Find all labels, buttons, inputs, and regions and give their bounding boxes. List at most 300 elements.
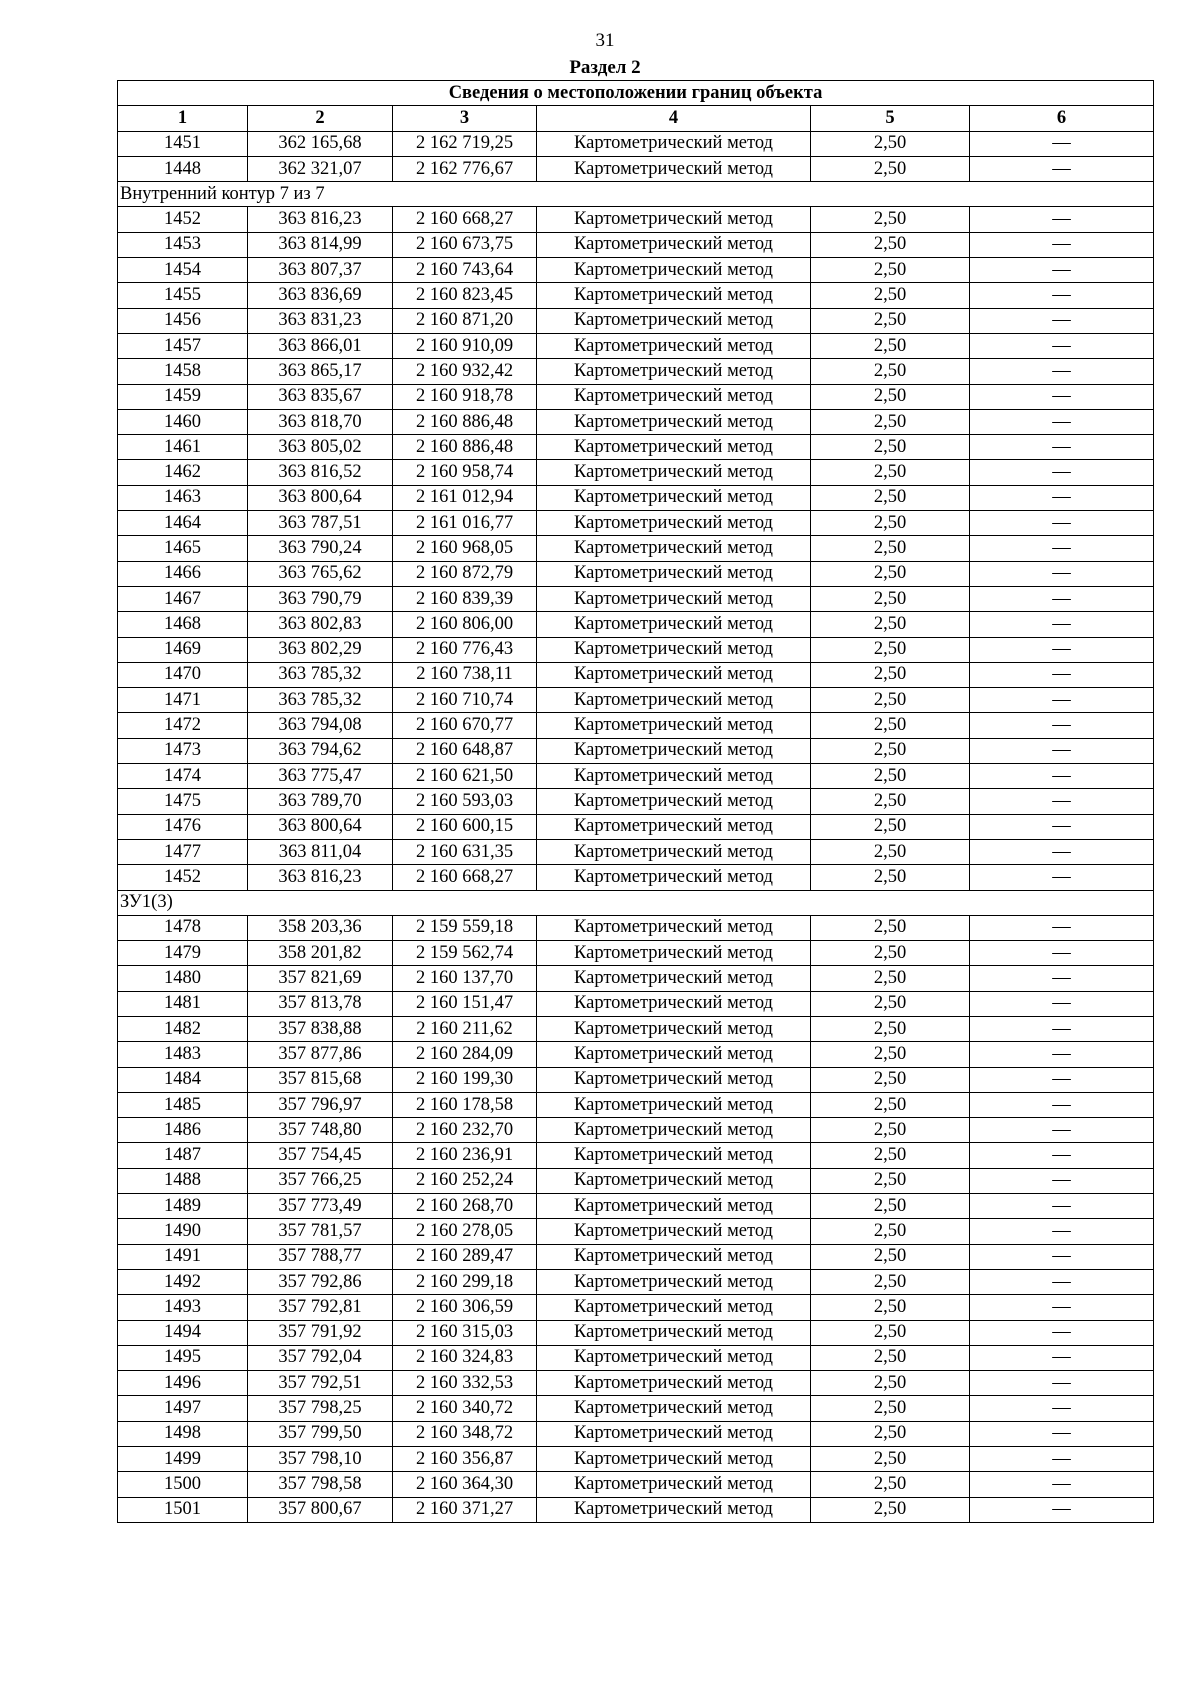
y-coordinate-cell: 2 160 738,11 (393, 662, 537, 687)
method-cell: Картометрический метод (537, 1168, 811, 1193)
y-coordinate-cell: 2 160 268,70 (393, 1194, 537, 1219)
x-coordinate-cell: 363 816,52 (248, 460, 393, 485)
table-row (118, 586, 1154, 611)
point-number-cell: 1466 (118, 561, 248, 586)
column-header: 5 (811, 106, 970, 131)
method-cell: Картометрический метод (537, 1219, 811, 1244)
table-row (118, 688, 1154, 713)
table-row (118, 1143, 1154, 1168)
y-coordinate-cell: 2 160 710,74 (393, 688, 537, 713)
y-coordinate-cell: 2 160 278,05 (393, 1219, 537, 1244)
note-cell: — (970, 460, 1154, 485)
point-number-cell: 1496 (118, 1371, 248, 1396)
table-row (118, 637, 1154, 662)
point-number-cell: 1478 (118, 915, 248, 940)
accuracy-cell: 2,50 (811, 131, 970, 156)
x-coordinate-cell: 357 800,67 (248, 1497, 393, 1522)
note-cell: — (970, 738, 1154, 763)
y-coordinate-cell: 2 160 621,50 (393, 764, 537, 789)
accuracy-cell: 2,50 (811, 586, 970, 611)
y-coordinate-cell: 2 160 252,24 (393, 1168, 537, 1193)
note-cell: — (970, 1244, 1154, 1269)
point-number-cell: 1464 (118, 511, 248, 536)
point-number-cell: 1479 (118, 941, 248, 966)
accuracy-cell: 2,50 (811, 1016, 970, 1041)
method-cell: Картометрический метод (537, 991, 811, 1016)
point-number-cell: 1474 (118, 764, 248, 789)
table-row (118, 662, 1154, 687)
point-number-cell: 1457 (118, 333, 248, 358)
note-cell: — (970, 384, 1154, 409)
x-coordinate-cell: 363 787,51 (248, 511, 393, 536)
accuracy-cell: 2,50 (811, 1269, 970, 1294)
method-cell: Картометрический метод (537, 511, 811, 536)
y-coordinate-cell: 2 160 236,91 (393, 1143, 537, 1168)
note-cell: — (970, 839, 1154, 864)
accuracy-cell: 2,50 (811, 511, 970, 536)
note-cell: — (970, 688, 1154, 713)
table-row (118, 1320, 1154, 1345)
note-cell: — (970, 561, 1154, 586)
y-coordinate-cell: 2 160 211,62 (393, 1016, 537, 1041)
x-coordinate-cell: 357 838,88 (248, 1016, 393, 1041)
column-header: 1 (118, 106, 248, 131)
table-caption-row (118, 81, 1154, 106)
accuracy-cell: 2,50 (811, 156, 970, 181)
table-row (118, 359, 1154, 384)
accuracy-cell: 2,50 (811, 1194, 970, 1219)
method-cell: Картометрический метод (537, 1092, 811, 1117)
note-cell: — (970, 1194, 1154, 1219)
method-cell: Картометрический метод (537, 637, 811, 662)
note-cell: — (970, 991, 1154, 1016)
point-number-cell: 1458 (118, 359, 248, 384)
method-cell: Картометрический метод (537, 1269, 811, 1294)
point-number-cell: 1498 (118, 1421, 248, 1446)
point-number-cell: 1472 (118, 713, 248, 738)
note-cell: — (970, 966, 1154, 991)
y-coordinate-cell: 2 160 315,03 (393, 1320, 537, 1345)
point-number-cell: 1461 (118, 435, 248, 460)
x-coordinate-cell: 363 816,23 (248, 865, 393, 890)
note-cell: — (970, 435, 1154, 460)
method-cell: Картометрический метод (537, 561, 811, 586)
method-cell: Картометрический метод (537, 1497, 811, 1522)
x-coordinate-cell: 357 821,69 (248, 966, 393, 991)
accuracy-cell: 2,50 (811, 258, 970, 283)
y-coordinate-cell: 2 160 232,70 (393, 1118, 537, 1143)
point-number-cell: 1501 (118, 1497, 248, 1522)
y-coordinate-cell: 2 160 910,09 (393, 333, 537, 358)
y-coordinate-cell: 2 160 356,87 (393, 1447, 537, 1472)
table-row (118, 283, 1154, 308)
accuracy-cell: 2,50 (811, 1067, 970, 1092)
table-row (118, 384, 1154, 409)
note-cell: — (970, 814, 1154, 839)
method-cell: Картометрический метод (537, 283, 811, 308)
table-row (118, 1118, 1154, 1143)
table-row (118, 1244, 1154, 1269)
note-cell: — (970, 258, 1154, 283)
note-cell: — (970, 1067, 1154, 1092)
table-row (118, 814, 1154, 839)
accuracy-cell: 2,50 (811, 1118, 970, 1143)
accuracy-cell: 2,50 (811, 662, 970, 687)
accuracy-cell: 2,50 (811, 738, 970, 763)
table-body (118, 131, 1154, 1522)
point-number-cell: 1455 (118, 283, 248, 308)
method-cell: Картометрический метод (537, 1447, 811, 1472)
method-cell: Картометрический метод (537, 1194, 811, 1219)
column-header: 4 (537, 106, 811, 131)
x-coordinate-cell: 363 790,79 (248, 586, 393, 611)
note-cell: — (970, 1092, 1154, 1117)
method-cell: Картометрический метод (537, 156, 811, 181)
note-cell: — (970, 1016, 1154, 1041)
accuracy-cell: 2,50 (811, 814, 970, 839)
x-coordinate-cell: 357 813,78 (248, 991, 393, 1016)
method-cell: Картометрический метод (537, 1143, 811, 1168)
point-number-cell: 1469 (118, 637, 248, 662)
y-coordinate-cell: 2 160 199,30 (393, 1067, 537, 1092)
accuracy-cell: 2,50 (811, 207, 970, 232)
note-cell: — (970, 1345, 1154, 1370)
contour-group-row (118, 182, 1154, 207)
x-coordinate-cell: 357 798,25 (248, 1396, 393, 1421)
y-coordinate-cell: 2 160 340,72 (393, 1396, 537, 1421)
table-row (118, 131, 1154, 156)
accuracy-cell: 2,50 (811, 991, 970, 1016)
accuracy-cell: 2,50 (811, 460, 970, 485)
table-row (118, 460, 1154, 485)
note-cell: — (970, 308, 1154, 333)
method-cell: Картометрический метод (537, 1345, 811, 1370)
accuracy-cell: 2,50 (811, 232, 970, 257)
accuracy-cell: 2,50 (811, 1244, 970, 1269)
table-row (118, 1042, 1154, 1067)
y-coordinate-cell: 2 160 806,00 (393, 612, 537, 637)
table-row (118, 485, 1154, 510)
x-coordinate-cell: 357 792,86 (248, 1269, 393, 1294)
y-coordinate-cell: 2 160 306,59 (393, 1295, 537, 1320)
table-row (118, 1219, 1154, 1244)
x-coordinate-cell: 357 791,92 (248, 1320, 393, 1345)
method-cell: Картометрический метод (537, 460, 811, 485)
accuracy-cell: 2,50 (811, 1421, 970, 1446)
table-row (118, 612, 1154, 637)
accuracy-cell: 2,50 (811, 1092, 970, 1117)
method-cell: Картометрический метод (537, 359, 811, 384)
method-cell: Картометрический метод (537, 1042, 811, 1067)
note-cell: — (970, 1118, 1154, 1143)
method-cell: Картометрический метод (537, 485, 811, 510)
x-coordinate-cell: 363 814,99 (248, 232, 393, 257)
y-coordinate-cell: 2 160 137,70 (393, 966, 537, 991)
note-cell: — (970, 1219, 1154, 1244)
y-coordinate-cell: 2 160 151,47 (393, 991, 537, 1016)
method-cell: Картометрический метод (537, 839, 811, 864)
accuracy-cell: 2,50 (811, 1371, 970, 1396)
method-cell: Картометрический метод (537, 1320, 811, 1345)
y-coordinate-cell: 2 159 562,74 (393, 941, 537, 966)
accuracy-cell: 2,50 (811, 713, 970, 738)
x-coordinate-cell: 363 811,04 (248, 839, 393, 864)
y-coordinate-cell: 2 160 600,15 (393, 814, 537, 839)
table-row (118, 308, 1154, 333)
y-coordinate-cell: 2 160 593,03 (393, 789, 537, 814)
point-number-cell: 1463 (118, 485, 248, 510)
accuracy-cell: 2,50 (811, 359, 970, 384)
y-coordinate-cell: 2 160 871,20 (393, 308, 537, 333)
table-row (118, 511, 1154, 536)
y-coordinate-cell: 2 160 839,39 (393, 586, 537, 611)
method-cell: Картометрический метод (537, 1421, 811, 1446)
x-coordinate-cell: 363 802,29 (248, 637, 393, 662)
table-row (118, 333, 1154, 358)
method-cell: Картометрический метод (537, 662, 811, 687)
x-coordinate-cell: 357 792,81 (248, 1295, 393, 1320)
method-cell: Картометрический метод (537, 207, 811, 232)
method-cell: Картометрический метод (537, 1016, 811, 1041)
table-row (118, 561, 1154, 586)
point-number-cell: 1471 (118, 688, 248, 713)
point-number-cell: 1485 (118, 1092, 248, 1117)
point-number-cell: 1497 (118, 1396, 248, 1421)
y-coordinate-cell: 2 160 673,75 (393, 232, 537, 257)
point-number-cell: 1452 (118, 865, 248, 890)
x-coordinate-cell: 357 799,50 (248, 1421, 393, 1446)
table-row (118, 1194, 1154, 1219)
table-row (118, 1421, 1154, 1446)
accuracy-cell: 2,50 (811, 384, 970, 409)
accuracy-cell: 2,50 (811, 435, 970, 460)
point-number-cell: 1468 (118, 612, 248, 637)
note-cell: — (970, 485, 1154, 510)
accuracy-cell: 2,50 (811, 941, 970, 966)
accuracy-cell: 2,50 (811, 1042, 970, 1067)
table-row (118, 865, 1154, 890)
x-coordinate-cell: 357 798,58 (248, 1472, 393, 1497)
table-row (118, 991, 1154, 1016)
accuracy-cell: 2,50 (811, 283, 970, 308)
note-cell: — (970, 764, 1154, 789)
method-cell: Картометрический метод (537, 789, 811, 814)
note-cell: — (970, 1396, 1154, 1421)
point-number-cell: 1488 (118, 1168, 248, 1193)
note-cell: — (970, 1269, 1154, 1294)
x-coordinate-cell: 363 807,37 (248, 258, 393, 283)
point-number-cell: 1453 (118, 232, 248, 257)
note-cell: — (970, 865, 1154, 890)
note-cell: — (970, 1168, 1154, 1193)
note-cell: — (970, 1472, 1154, 1497)
x-coordinate-cell: 363 789,70 (248, 789, 393, 814)
x-coordinate-cell: 363 785,32 (248, 688, 393, 713)
point-number-cell: 1493 (118, 1295, 248, 1320)
point-number-cell: 1489 (118, 1194, 248, 1219)
method-cell: Картометрический метод (537, 409, 811, 434)
x-coordinate-cell: 363 765,62 (248, 561, 393, 586)
table-row (118, 1472, 1154, 1497)
x-coordinate-cell: 363 794,62 (248, 738, 393, 763)
accuracy-cell: 2,50 (811, 333, 970, 358)
table-row (118, 1371, 1154, 1396)
y-coordinate-cell: 2 160 324,83 (393, 1345, 537, 1370)
note-cell: — (970, 637, 1154, 662)
accuracy-cell: 2,50 (811, 1447, 970, 1472)
y-coordinate-cell: 2 160 289,47 (393, 1244, 537, 1269)
method-cell: Картометрический метод (537, 1295, 811, 1320)
accuracy-cell: 2,50 (811, 409, 970, 434)
x-coordinate-cell: 358 201,82 (248, 941, 393, 966)
point-number-cell: 1500 (118, 1472, 248, 1497)
note-cell: — (970, 1295, 1154, 1320)
y-coordinate-cell: 2 160 932,42 (393, 359, 537, 384)
x-coordinate-cell: 357 792,04 (248, 1345, 393, 1370)
y-coordinate-cell: 2 159 559,18 (393, 915, 537, 940)
method-cell: Картометрический метод (537, 232, 811, 257)
method-cell: Картометрический метод (537, 586, 811, 611)
accuracy-cell: 2,50 (811, 1345, 970, 1370)
table-row (118, 966, 1154, 991)
accuracy-cell: 2,50 (811, 561, 970, 586)
x-coordinate-cell: 363 785,32 (248, 662, 393, 687)
y-coordinate-cell: 2 160 284,09 (393, 1042, 537, 1067)
point-number-cell: 1495 (118, 1345, 248, 1370)
column-header: 6 (970, 106, 1154, 131)
y-coordinate-cell: 2 160 886,48 (393, 409, 537, 434)
table-row (118, 1396, 1154, 1421)
y-coordinate-cell: 2 162 776,67 (393, 156, 537, 181)
y-coordinate-cell: 2 160 348,72 (393, 1421, 537, 1446)
point-number-cell: 1451 (118, 131, 248, 156)
accuracy-cell: 2,50 (811, 1295, 970, 1320)
method-cell: Картометрический метод (537, 131, 811, 156)
accuracy-cell: 2,50 (811, 1497, 970, 1522)
accuracy-cell: 2,50 (811, 536, 970, 561)
point-number-cell: 1465 (118, 536, 248, 561)
method-cell: Картометрический метод (537, 915, 811, 940)
table-row (118, 1295, 1154, 1320)
accuracy-cell: 2,50 (811, 764, 970, 789)
point-number-cell: 1490 (118, 1219, 248, 1244)
note-cell: — (970, 359, 1154, 384)
x-coordinate-cell: 363 866,01 (248, 333, 393, 358)
method-cell: Картометрический метод (537, 941, 811, 966)
x-coordinate-cell: 357 748,80 (248, 1118, 393, 1143)
method-cell: Картометрический метод (537, 333, 811, 358)
note-cell: — (970, 713, 1154, 738)
point-number-cell: 1456 (118, 308, 248, 333)
y-coordinate-cell: 2 160 631,35 (393, 839, 537, 864)
point-number-cell: 1494 (118, 1320, 248, 1345)
method-cell: Картометрический метод (537, 1472, 811, 1497)
page-number: 31 (595, 30, 615, 51)
x-coordinate-cell: 357 766,25 (248, 1168, 393, 1193)
note-cell: — (970, 1497, 1154, 1522)
y-coordinate-cell: 2 160 371,27 (393, 1497, 537, 1522)
point-number-cell: 1499 (118, 1447, 248, 1472)
method-cell: Картометрический метод (537, 1396, 811, 1421)
table-row (118, 1497, 1154, 1522)
y-coordinate-cell: 2 160 178,58 (393, 1092, 537, 1117)
table-row (118, 941, 1154, 966)
point-number-cell: 1491 (118, 1244, 248, 1269)
method-cell: Картометрический метод (537, 713, 811, 738)
x-coordinate-cell: 357 815,68 (248, 1067, 393, 1092)
point-number-cell: 1492 (118, 1269, 248, 1294)
x-coordinate-cell: 363 818,70 (248, 409, 393, 434)
table-row (118, 409, 1154, 434)
y-coordinate-cell: 2 160 823,45 (393, 283, 537, 308)
method-cell: Картометрический метод (537, 1244, 811, 1269)
point-number-cell: 1486 (118, 1118, 248, 1143)
table-row (118, 232, 1154, 257)
point-number-cell: 1448 (118, 156, 248, 181)
column-header: 2 (248, 106, 393, 131)
point-number-cell: 1484 (118, 1067, 248, 1092)
y-coordinate-cell: 2 160 872,79 (393, 561, 537, 586)
x-coordinate-cell: 363 800,64 (248, 814, 393, 839)
section-title: Раздел 2 (569, 57, 641, 78)
point-number-cell: 1482 (118, 1016, 248, 1041)
accuracy-cell: 2,50 (811, 612, 970, 637)
column-header-row (118, 106, 1154, 131)
y-coordinate-cell: 2 162 719,25 (393, 131, 537, 156)
table-row (118, 435, 1154, 460)
y-coordinate-cell: 2 160 743,64 (393, 258, 537, 283)
y-coordinate-cell: 2 160 670,77 (393, 713, 537, 738)
x-coordinate-cell: 357 792,51 (248, 1371, 393, 1396)
y-coordinate-cell: 2 160 918,78 (393, 384, 537, 409)
point-number-cell: 1467 (118, 586, 248, 611)
x-coordinate-cell: 363 865,17 (248, 359, 393, 384)
point-number-cell: 1462 (118, 460, 248, 485)
column-header: 3 (393, 106, 537, 131)
x-coordinate-cell: 363 800,64 (248, 485, 393, 510)
x-coordinate-cell: 358 203,36 (248, 915, 393, 940)
method-cell: Картометрический метод (537, 384, 811, 409)
contour-group-label: ЗУ1(3) (118, 890, 1154, 915)
table-row (118, 207, 1154, 232)
x-coordinate-cell: 362 321,07 (248, 156, 393, 181)
method-cell: Картометрический метод (537, 814, 811, 839)
table-row (118, 258, 1154, 283)
method-cell: Картометрический метод (537, 1371, 811, 1396)
accuracy-cell: 2,50 (811, 637, 970, 662)
x-coordinate-cell: 357 773,49 (248, 1194, 393, 1219)
point-number-cell: 1480 (118, 966, 248, 991)
accuracy-cell: 2,50 (811, 1168, 970, 1193)
accuracy-cell: 2,50 (811, 915, 970, 940)
point-number-cell: 1454 (118, 258, 248, 283)
note-cell: — (970, 941, 1154, 966)
note-cell: — (970, 131, 1154, 156)
x-coordinate-cell: 363 816,23 (248, 207, 393, 232)
accuracy-cell: 2,50 (811, 688, 970, 713)
x-coordinate-cell: 363 836,69 (248, 283, 393, 308)
x-coordinate-cell: 363 805,02 (248, 435, 393, 460)
x-coordinate-cell: 363 835,67 (248, 384, 393, 409)
y-coordinate-cell: 2 160 958,74 (393, 460, 537, 485)
accuracy-cell: 2,50 (811, 1219, 970, 1244)
y-coordinate-cell: 2 160 886,48 (393, 435, 537, 460)
point-number-cell: 1475 (118, 789, 248, 814)
method-cell: Картометрический метод (537, 1067, 811, 1092)
method-cell: Картометрический метод (537, 308, 811, 333)
note-cell: — (970, 333, 1154, 358)
point-number-cell: 1487 (118, 1143, 248, 1168)
